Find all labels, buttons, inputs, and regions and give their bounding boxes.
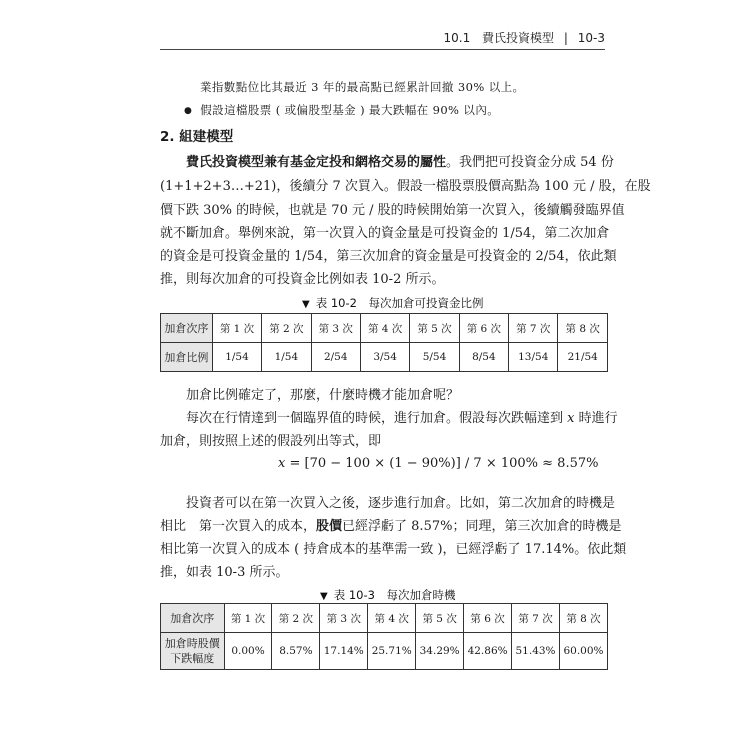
para-line-2: (1+1+2+3…+21)，後續分 7 次買入。假設一檔股票股價高點為 100 元 / 股，在股 — [160, 179, 651, 194]
table-cell: 34.29% — [416, 633, 464, 670]
table-row — [161, 604, 608, 633]
table-cell: 3/54 — [360, 343, 409, 372]
table-column-header: 第 5 次 — [416, 604, 464, 633]
table-cell: 60.00% — [560, 633, 608, 670]
table-cell: 1/54 — [212, 343, 261, 372]
table-cell: 1/54 — [262, 343, 311, 372]
table-column-header: 第 3 次 — [311, 314, 360, 343]
table-cell: 42.86% — [464, 633, 512, 670]
caption-triangle-icon: ▼ — [320, 591, 328, 602]
para-line-6: 推，則每次加倉的可投資金比例如表 10-2 所示。 — [160, 272, 445, 287]
table-column-header: 第 7 次 — [512, 604, 560, 633]
table-cell: 21/54 — [558, 343, 608, 372]
table-column-header: 第 2 次 — [262, 314, 311, 343]
header-separator: | — [563, 31, 568, 45]
after-text: 相比 第一次買入的成本， — [160, 519, 317, 534]
after-line-1: 投資者可以在第一次買入之後，逐步進行加倉。比如，第二次加倉的時機是 — [186, 496, 616, 511]
table-column-header: 第 6 次 — [459, 314, 508, 343]
after-text: 已經浮虧了 8.57%；同理，第三次加倉的時機是 — [342, 519, 622, 534]
after-line-2 — [160, 516, 621, 538]
table-row-label — [161, 633, 225, 670]
para-line-3: 價下跌 30% 的時候，也就是 70 元 / 股的時候開始第一次買入，後續觸發臨界值 — [160, 203, 625, 218]
row-label-line-1: 加倉時股價 — [164, 637, 220, 650]
table-column-header: 第 2 次 — [272, 604, 320, 633]
intro-bullet — [184, 99, 499, 123]
table-column-header: 第 8 次 — [558, 314, 608, 343]
table-column-header: 第 3 次 — [320, 604, 368, 633]
header-title: 費氏投資模型 — [482, 31, 555, 45]
table-column-header: 第 4 次 — [360, 314, 409, 343]
table-cell: 0.00% — [224, 633, 272, 670]
after-line-3: 相比第一次買入的成本 ( 持倉成本的基準需一致 )，已經浮虧了 17.14%。依此類 — [160, 542, 627, 557]
formula-variable: x — [278, 456, 286, 471]
middle-line-3: 加倉，則按照上述的假設列出等式，即 — [160, 434, 382, 449]
table-column-header: 第 1 次 — [212, 314, 261, 343]
caption-triangle-icon: ▼ — [302, 299, 310, 310]
table-cell: 8.57% — [272, 633, 320, 670]
table-row — [161, 633, 608, 670]
table-cell: 8/54 — [459, 343, 508, 372]
row-label-line-2: 下跌幅度 — [170, 652, 215, 665]
header-section-number: 10.1 — [443, 31, 471, 45]
table-10-2-caption-text: 表 10-2 每次加倉可投資金比例 — [315, 296, 484, 310]
table-cell: 13/54 — [509, 343, 558, 372]
intro-bullet-text: 假設這檔股票 ( 或偏股型基金 ) 最大跌幅在 90% 以內。 — [200, 103, 500, 117]
table-10-3-caption — [320, 587, 455, 603]
intro-line: 業指數點位比其最近 3 年的最高點已經累計回撤 30% 以上。 — [200, 80, 525, 94]
running-header — [444, 29, 606, 46]
para-line-4: 就不斷加倉。舉例來說，第一次買入的資金量是可投資金的 1/54，第二次加倉 — [160, 226, 610, 241]
after-line-4: 推，如表 10-3 所示。 — [160, 565, 289, 580]
table-cell: 2/54 — [311, 343, 360, 372]
table-column-header: 第 5 次 — [410, 314, 459, 343]
table-header-label: 加倉次序 — [161, 314, 213, 343]
formula — [278, 456, 598, 471]
table-10-3 — [160, 603, 608, 670]
table-column-header: 第 4 次 — [368, 604, 416, 633]
middle-text: 每次在行情達到一個臨界值的時候，進行加倉。假設每次跌幅達到 — [186, 411, 568, 426]
table-10-2 — [160, 313, 608, 372]
para-bold-phrase: 費氏投資模型兼有基金定投和網格交易的屬性 — [186, 155, 447, 170]
middle-text: 時進行 — [574, 411, 618, 426]
table-header-label: 加倉次序 — [161, 604, 225, 633]
table-column-header: 第 1 次 — [224, 604, 272, 633]
middle-line-1: 加倉比例確定了，那麼，什麼時機才能加倉呢？ — [186, 388, 460, 403]
after-bold-phrase: 股價 — [316, 519, 343, 534]
table-cell: 17.14% — [320, 633, 368, 670]
table-column-header: 第 6 次 — [464, 604, 512, 633]
table-row — [161, 343, 608, 372]
table-10-3-caption-text: 表 10-3 每次加倉時機 — [333, 588, 456, 602]
para-line-1 — [186, 152, 614, 174]
middle-line-2 — [186, 408, 618, 430]
table-cell: 25.71% — [368, 633, 416, 670]
table-column-header: 第 8 次 — [560, 604, 608, 633]
section-heading: 2. 組建模型 — [160, 129, 234, 145]
table-column-header: 第 7 次 — [509, 314, 558, 343]
para-line-5: 的資金是可投資金量的 1/54，第三次加倉的資金量是可投資金的 2/54，依此類 — [160, 249, 617, 264]
table-10-2-caption — [302, 295, 483, 311]
header-page-number: 10-3 — [577, 31, 605, 45]
variable-x: x — [567, 411, 575, 426]
formula-body: = [70 − 100 × (1 − 90%)] / 7 × 100% ≈ 8.57% — [285, 456, 599, 471]
table-cell: 51.43% — [512, 633, 560, 670]
table-row — [161, 314, 608, 343]
table-row-label: 加倉比例 — [161, 343, 213, 372]
table-cell: 5/54 — [410, 343, 459, 372]
para-text: 。我們把可投資金分成 54 份 — [446, 155, 614, 170]
